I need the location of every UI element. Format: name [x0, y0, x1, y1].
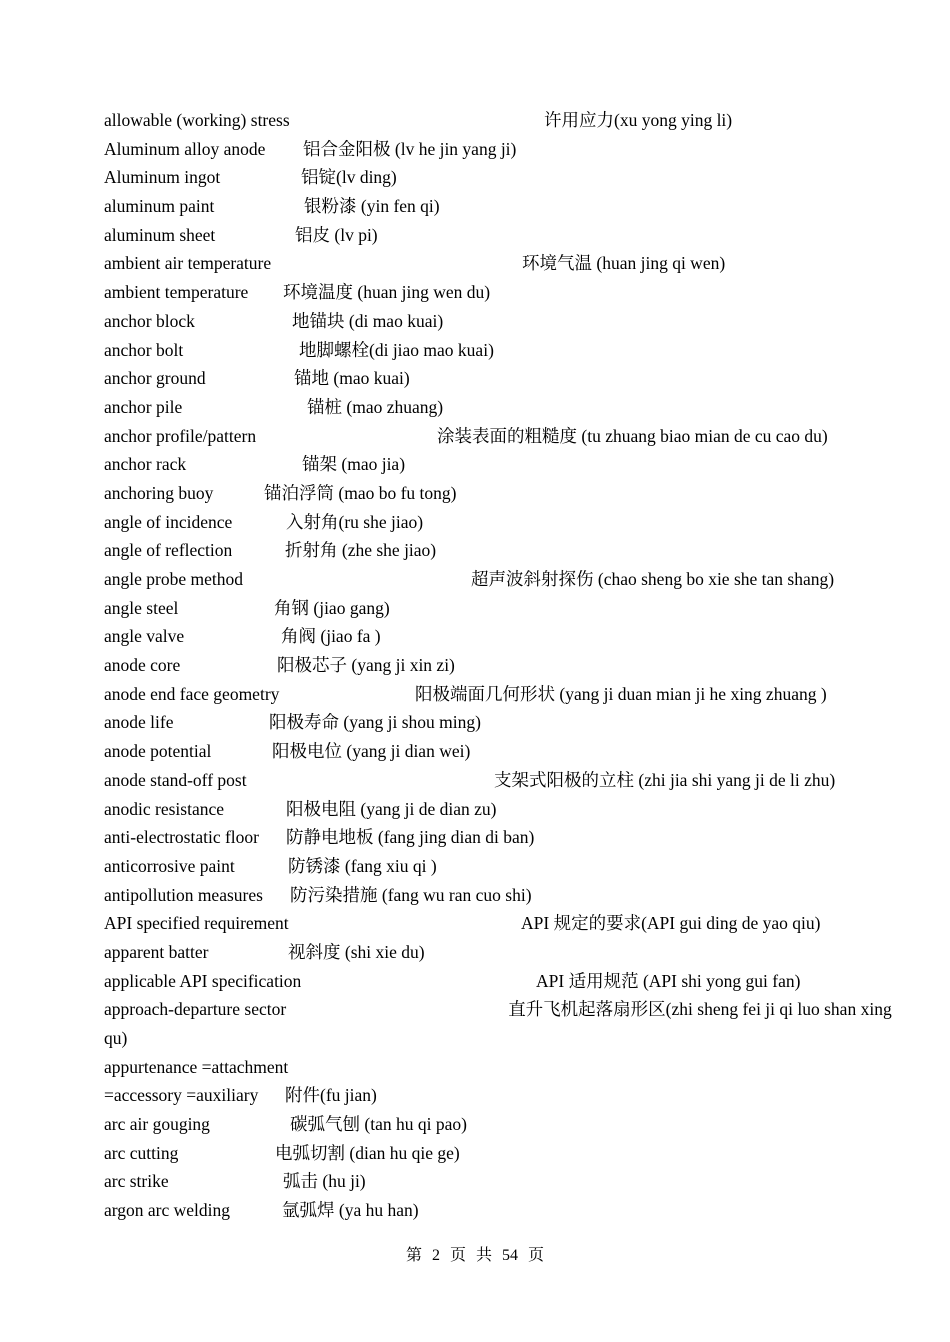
- english-term: arc cutting: [104, 1142, 179, 1163]
- glossary-entry: [104, 1110, 894, 1139]
- english-term: angle of reflection: [104, 540, 233, 561]
- glossary-entry: [104, 422, 894, 451]
- glossary-entry: [104, 766, 894, 795]
- chinese-translation: 角阀 (jiao fa ): [281, 626, 381, 647]
- english-term: anchor block: [104, 310, 195, 331]
- glossary-entry: [104, 995, 894, 1052]
- chinese-translation: 许用应力(xu yong ying li): [544, 110, 733, 130]
- chinese-translation: API 适用规范 (API shi yong gui fan): [536, 970, 801, 991]
- glossary-entry: [104, 823, 894, 852]
- glossary-entry: [104, 307, 894, 336]
- english-term: appurtenance =attachment: [104, 1056, 289, 1077]
- glossary-entry: [104, 508, 894, 537]
- glossary-entry: [104, 278, 894, 307]
- chinese-translation: 锚地 (mao kuai): [294, 368, 410, 389]
- chinese-translation: 附件(fu jian): [285, 1085, 377, 1106]
- glossary-entry: [104, 479, 894, 508]
- english-term: argon arc welding: [104, 1200, 231, 1221]
- glossary-entry: [104, 1081, 894, 1110]
- chinese-translation: 阳极寿命 (yang ji shou ming): [269, 712, 481, 733]
- chinese-translation: 阳极电位 (yang ji dian wei): [272, 741, 471, 762]
- english-term: anodic resistance: [104, 798, 225, 819]
- glossary-entry: [104, 651, 894, 680]
- glossary-entry: [104, 680, 894, 709]
- chinese-translation: 防静电地板 (fang jing dian di ban): [286, 827, 535, 848]
- english-term: Aluminum alloy anode: [104, 138, 266, 159]
- glossary-entry: [104, 795, 894, 824]
- glossary-entry: [104, 221, 894, 250]
- chinese-translation: 铝皮 (lv pi): [295, 224, 378, 245]
- chinese-translation: 环境温度 (huan jing wen du): [283, 282, 491, 303]
- glossary-entry: [104, 1139, 894, 1168]
- english-term: Aluminum ingot: [104, 167, 221, 188]
- glossary-entry: [104, 450, 894, 479]
- english-term: applicable API specification: [104, 970, 302, 991]
- chinese-translation: 铝合金阳极 (lv he jin yang ji): [303, 138, 517, 159]
- glossary-entry: [104, 565, 894, 594]
- glossary-entry: [104, 192, 894, 221]
- english-term: antipollution measures: [104, 884, 263, 905]
- glossary-entry: [104, 1053, 894, 1082]
- glossary-entry: [104, 967, 894, 996]
- english-term: anchor ground: [104, 368, 206, 389]
- chinese-translation: 地锚块 (di mao kuai): [292, 310, 444, 331]
- english-term: angle of incidence: [104, 511, 233, 532]
- english-term: anode end face geometry: [104, 683, 280, 704]
- glossary-entry: [104, 1196, 894, 1225]
- chinese-translation: 地脚螺栓(di jiao mao kuai): [299, 339, 494, 360]
- glossary-entry: [104, 622, 894, 651]
- chinese-translation: 超声波斜射探伤 (chao sheng bo xie she tan shang): [471, 569, 835, 589]
- english-term: arc air gouging: [104, 1114, 210, 1135]
- chinese-translation: 锚泊浮筒 (mao bo fu tong): [264, 482, 457, 503]
- chinese-translation: 碳弧气刨 (tan hu qi pao): [290, 1114, 467, 1135]
- chinese-translation: API 规定的要求(API gui ding de yao qiu): [521, 913, 821, 934]
- english-term: aluminum paint: [104, 196, 215, 217]
- glossary-entry: [104, 336, 894, 365]
- english-term: angle probe method: [104, 569, 243, 589]
- english-term: anode stand-off post: [104, 769, 247, 790]
- english-term: apparent batter: [104, 941, 209, 962]
- glossary-entry: [104, 852, 894, 881]
- glossary-list: [104, 106, 894, 1225]
- page-footer: 第 2 页 共 54 页: [405, 1247, 544, 1264]
- chinese-translation: 支架式阳极的立柱 (zhi jia shi yang ji de li zhu): [494, 769, 836, 790]
- chinese-translation: 环境气温 (huan jing qi wen): [522, 253, 726, 274]
- english-term: anchor pile: [104, 396, 183, 417]
- glossary-entry: [104, 881, 894, 910]
- chinese-translation: 折射角 (zhe she jiao): [285, 540, 437, 561]
- glossary-entry: [104, 737, 894, 766]
- chinese-translation: 直升飞机起落扇形区(zhi sheng fei ji qi luo shan xing qu): [104, 999, 892, 1049]
- chinese-translation: 入射角(ru she jiao): [286, 511, 424, 532]
- english-term: approach-departure sector: [104, 999, 287, 1020]
- english-term: aluminum sheet: [104, 224, 216, 245]
- english-term: anchor rack: [104, 454, 187, 475]
- english-term: ambient air temperature: [104, 253, 272, 274]
- english-term: ambient temperature: [104, 282, 249, 303]
- glossary-entry: [104, 106, 894, 135]
- chinese-translation: 阳极电阻 (yang ji de dian zu): [286, 798, 497, 819]
- chinese-translation: 阳极端面几何形状 (yang ji duan mian ji he xing zhuang ): [415, 683, 827, 704]
- english-term: anode core: [104, 655, 181, 676]
- chinese-translation: 弧击 (hu ji): [283, 1171, 366, 1192]
- chinese-translation: 阳极芯子 (yang ji xin zi): [277, 655, 455, 676]
- glossary-entry: [104, 163, 894, 192]
- chinese-translation: 银粉漆 (yin fen qi): [304, 196, 440, 217]
- chinese-translation: 防锈漆 (fang xiu qi ): [288, 855, 437, 876]
- chinese-translation: 角钢 (jiao gang): [274, 597, 390, 618]
- glossary-entry: [104, 594, 894, 623]
- english-term: allowable (working) stress: [104, 110, 290, 130]
- english-term: anti-electrostatic floor: [104, 827, 259, 848]
- english-term: anchor profile/pattern: [104, 425, 257, 446]
- english-term: anchoring buoy: [104, 482, 214, 503]
- english-term: anticorrosive paint: [104, 855, 235, 876]
- english-term: anode potential: [104, 741, 212, 762]
- glossary-entry: [104, 708, 894, 737]
- glossary-entry: [104, 1167, 894, 1196]
- chinese-translation: 锚桩 (mao zhuang): [307, 396, 444, 417]
- chinese-translation: 铝锭(lv ding): [301, 167, 397, 188]
- glossary-entry: [104, 364, 894, 393]
- english-term: API specified requirement: [104, 913, 289, 934]
- glossary-entry: [104, 909, 894, 938]
- chinese-translation: 氩弧焊 (ya hu han): [282, 1200, 419, 1221]
- glossary-entry: [104, 938, 894, 967]
- english-term: anchor bolt: [104, 339, 184, 360]
- glossary-entry: [104, 393, 894, 422]
- glossary-entry: [104, 135, 894, 164]
- glossary-entry: [104, 536, 894, 565]
- chinese-translation: 涂装表面的粗糙度 (tu zhuang biao mian de cu cao du): [437, 425, 828, 446]
- english-term: arc strike: [104, 1171, 169, 1192]
- chinese-translation: 锚架 (mao jia): [302, 454, 406, 475]
- english-term: anode life: [104, 712, 174, 733]
- chinese-translation: 视斜度 (shi xie du): [288, 941, 425, 962]
- glossary-entry: [104, 249, 894, 278]
- chinese-translation: 电弧切割 (dian hu qie ge): [275, 1142, 460, 1163]
- english-term: =accessory =auxiliary: [104, 1085, 259, 1106]
- chinese-translation: 防污染措施 (fang wu ran cuo shi): [290, 884, 532, 905]
- english-term: angle steel: [104, 597, 179, 618]
- english-term: angle valve: [104, 626, 185, 647]
